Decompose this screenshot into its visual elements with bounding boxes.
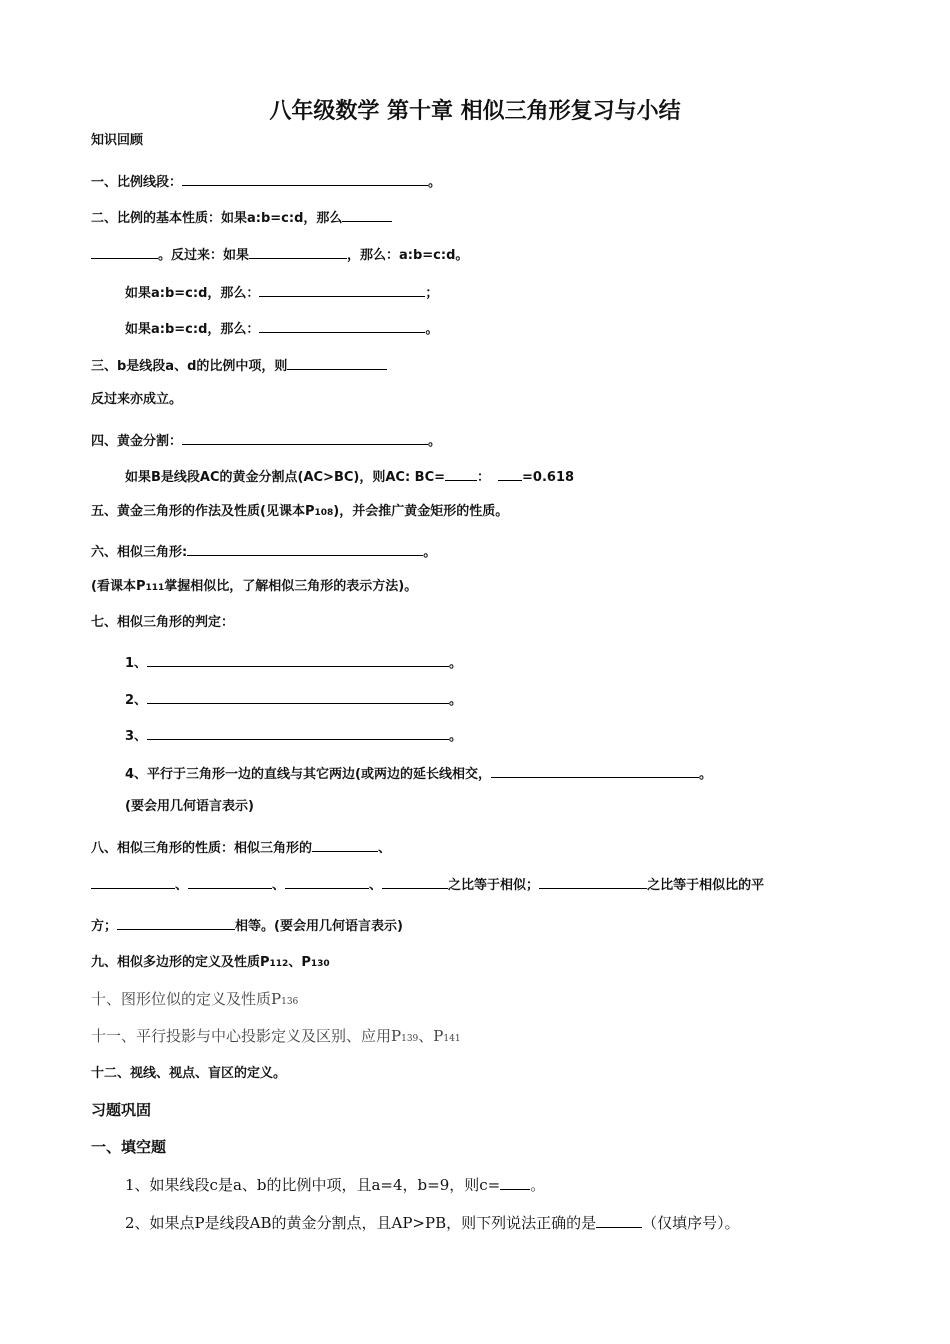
section-4-line2: [125, 465, 574, 488]
punct: 、: [175, 878, 189, 893]
answer-blank[interactable]: [249, 243, 347, 259]
section-9: [91, 953, 330, 974]
section-2: [91, 206, 392, 229]
answer-blank[interactable]: [445, 465, 477, 481]
answer-blank[interactable]: [498, 465, 522, 481]
item-4-text: 4、平行于三角形一边的直线与其它两边(或两边的延长线相交，: [125, 767, 491, 782]
punct: 、: [369, 878, 383, 893]
section-11-text: 、P: [418, 1027, 444, 1045]
section-2-sub2: [125, 317, 438, 340]
question-2: [125, 1212, 740, 1233]
answer-blank[interactable]: [500, 1174, 530, 1190]
section-2-text: ，那么：a:b=c:d。: [347, 248, 469, 263]
section-2-line2: [91, 243, 468, 266]
section-10-text: 十、图形位似的定义及性质P: [91, 990, 282, 1008]
section-7-item-2: [125, 688, 462, 711]
section-6-note-text: 掌握相似比，了解相似三角形的表示方法)。: [164, 579, 418, 594]
fill-in-heading: 一、填空题: [91, 1138, 167, 1156]
item-number: 2、: [125, 693, 148, 708]
question-1: [125, 1174, 545, 1195]
section-8-text: 之比等于相似；: [448, 878, 540, 893]
section-2-label: 二、比例的基本性质：如果a:b=c:d，那么: [91, 211, 343, 226]
section-3: [91, 354, 387, 377]
section-3-label: 三、b是线段a、d的比例中项，则: [91, 359, 288, 374]
page-ref: 130: [310, 959, 330, 969]
item-number: 1、: [125, 656, 148, 671]
answer-blank[interactable]: [91, 873, 175, 889]
section-3-line2: 反过来亦成立。: [91, 392, 183, 407]
section-8-text: 之比等于相似比的平: [647, 878, 765, 893]
section-9-text: 九、相似多边形的定义及性质P: [91, 955, 270, 970]
page-ref: 108: [314, 508, 334, 518]
answer-blank[interactable]: [596, 1212, 642, 1228]
section-6-note-text: (看课本P: [91, 579, 146, 594]
punct: 、: [378, 841, 392, 856]
answer-blank[interactable]: [491, 762, 699, 778]
section-1-label: 一、比例线段：: [91, 175, 183, 190]
page-ref: 111: [145, 583, 165, 593]
page-ref: 139: [401, 1034, 419, 1044]
section-4-text: ：: [477, 470, 491, 485]
section-4-text: 如果B是线段AC的黄金分割点(AC>BC)，则AC: BC=: [125, 470, 446, 485]
answer-blank[interactable]: [259, 281, 425, 297]
answer-blank[interactable]: [147, 724, 449, 740]
question-1-text: 1、如果线段c是a、b的比例中项，且a=4，b=9，则c=: [125, 1176, 501, 1194]
answer-blank[interactable]: [539, 873, 647, 889]
section-7-item-4: [125, 762, 712, 785]
punct: 。: [425, 322, 439, 337]
answer-blank[interactable]: [182, 429, 428, 445]
punct: 。: [428, 434, 442, 449]
punct: 。: [699, 767, 713, 782]
section-2-sub-label: 如果a:b=c:d，那么：: [125, 286, 260, 301]
section-4-text: =0.618: [522, 470, 575, 485]
answer-blank[interactable]: [117, 914, 235, 930]
section-12: 十二、视线、视点、盲区的定义。: [91, 1066, 287, 1081]
section-8-text: 方；: [91, 919, 118, 934]
section-2-text: 。反过来：如果: [158, 248, 250, 263]
section-1: [91, 170, 441, 193]
exercise-heading: 习题巩固: [91, 1101, 152, 1119]
punct: 。: [423, 545, 437, 560]
answer-blank[interactable]: [187, 540, 423, 556]
punct: ；: [425, 286, 439, 301]
item-number: 3、: [125, 729, 148, 744]
punct: 。: [449, 656, 463, 671]
page-title: 八年级数学 第十章 相似三角形复习与小结: [269, 99, 681, 124]
section-8-line3: [91, 914, 403, 937]
knowledge-heading: 知识回顾: [91, 133, 144, 148]
answer-blank[interactable]: [259, 317, 425, 333]
question-2-text: （仅填序号）。: [642, 1214, 740, 1232]
section-9-text: 、P: [288, 955, 311, 970]
section-5-text: 五、黄金三角形的作法及性质(见课本P: [91, 504, 315, 519]
answer-blank[interactable]: [182, 170, 428, 186]
punct: 。: [449, 693, 463, 708]
punct: 。: [449, 729, 463, 744]
section-6-label: 六、相似三角形:: [91, 545, 188, 560]
section-8-label: 八、相似三角形的性质：相似三角形的: [91, 841, 313, 856]
section-5: [91, 502, 508, 523]
section-5-text: )，并会推广黄金矩形的性质。: [333, 504, 509, 519]
section-11: [91, 1026, 461, 1049]
section-11-text: 十一、平行投影与中心投影定义及区别、应用P: [91, 1027, 402, 1045]
answer-blank[interactable]: [287, 354, 387, 370]
answer-blank[interactable]: [188, 873, 272, 889]
section-7-item-1: [125, 651, 462, 674]
answer-blank[interactable]: [147, 651, 449, 667]
section-8-line2: [91, 873, 764, 896]
section-10: [91, 989, 298, 1012]
section-2-sub-label: 如果a:b=c:d，那么：: [125, 322, 260, 337]
answer-blank[interactable]: [342, 206, 392, 222]
answer-blank[interactable]: [147, 688, 449, 704]
section-7: 七、相似三角形的判定：: [91, 615, 235, 630]
punct: 。: [530, 1176, 546, 1194]
answer-blank[interactable]: [382, 873, 448, 889]
section-2-sub1: [125, 281, 438, 304]
answer-blank[interactable]: [91, 243, 158, 259]
section-7-note: (要会用几何语言表示): [125, 799, 254, 814]
page-ref: 141: [443, 1034, 461, 1044]
question-2-text: 2、如果点P是线段AB的黄金分割点，且AP>PB，则下列说法正确的是: [125, 1214, 597, 1232]
section-8-text: 相等。(要会用几何语言表示): [235, 919, 403, 934]
section-4-label: 四、黄金分割：: [91, 434, 183, 449]
section-4: [91, 429, 441, 452]
punct: 、: [272, 878, 286, 893]
punct: 。: [428, 175, 442, 190]
section-6: [91, 540, 436, 563]
page-ref: 136: [281, 997, 299, 1007]
page-ref: 112: [269, 959, 289, 969]
section-6-note: [91, 577, 417, 598]
section-7-item-3: [125, 724, 462, 747]
section-8: [91, 836, 391, 859]
answer-blank[interactable]: [285, 873, 369, 889]
answer-blank[interactable]: [312, 836, 378, 852]
